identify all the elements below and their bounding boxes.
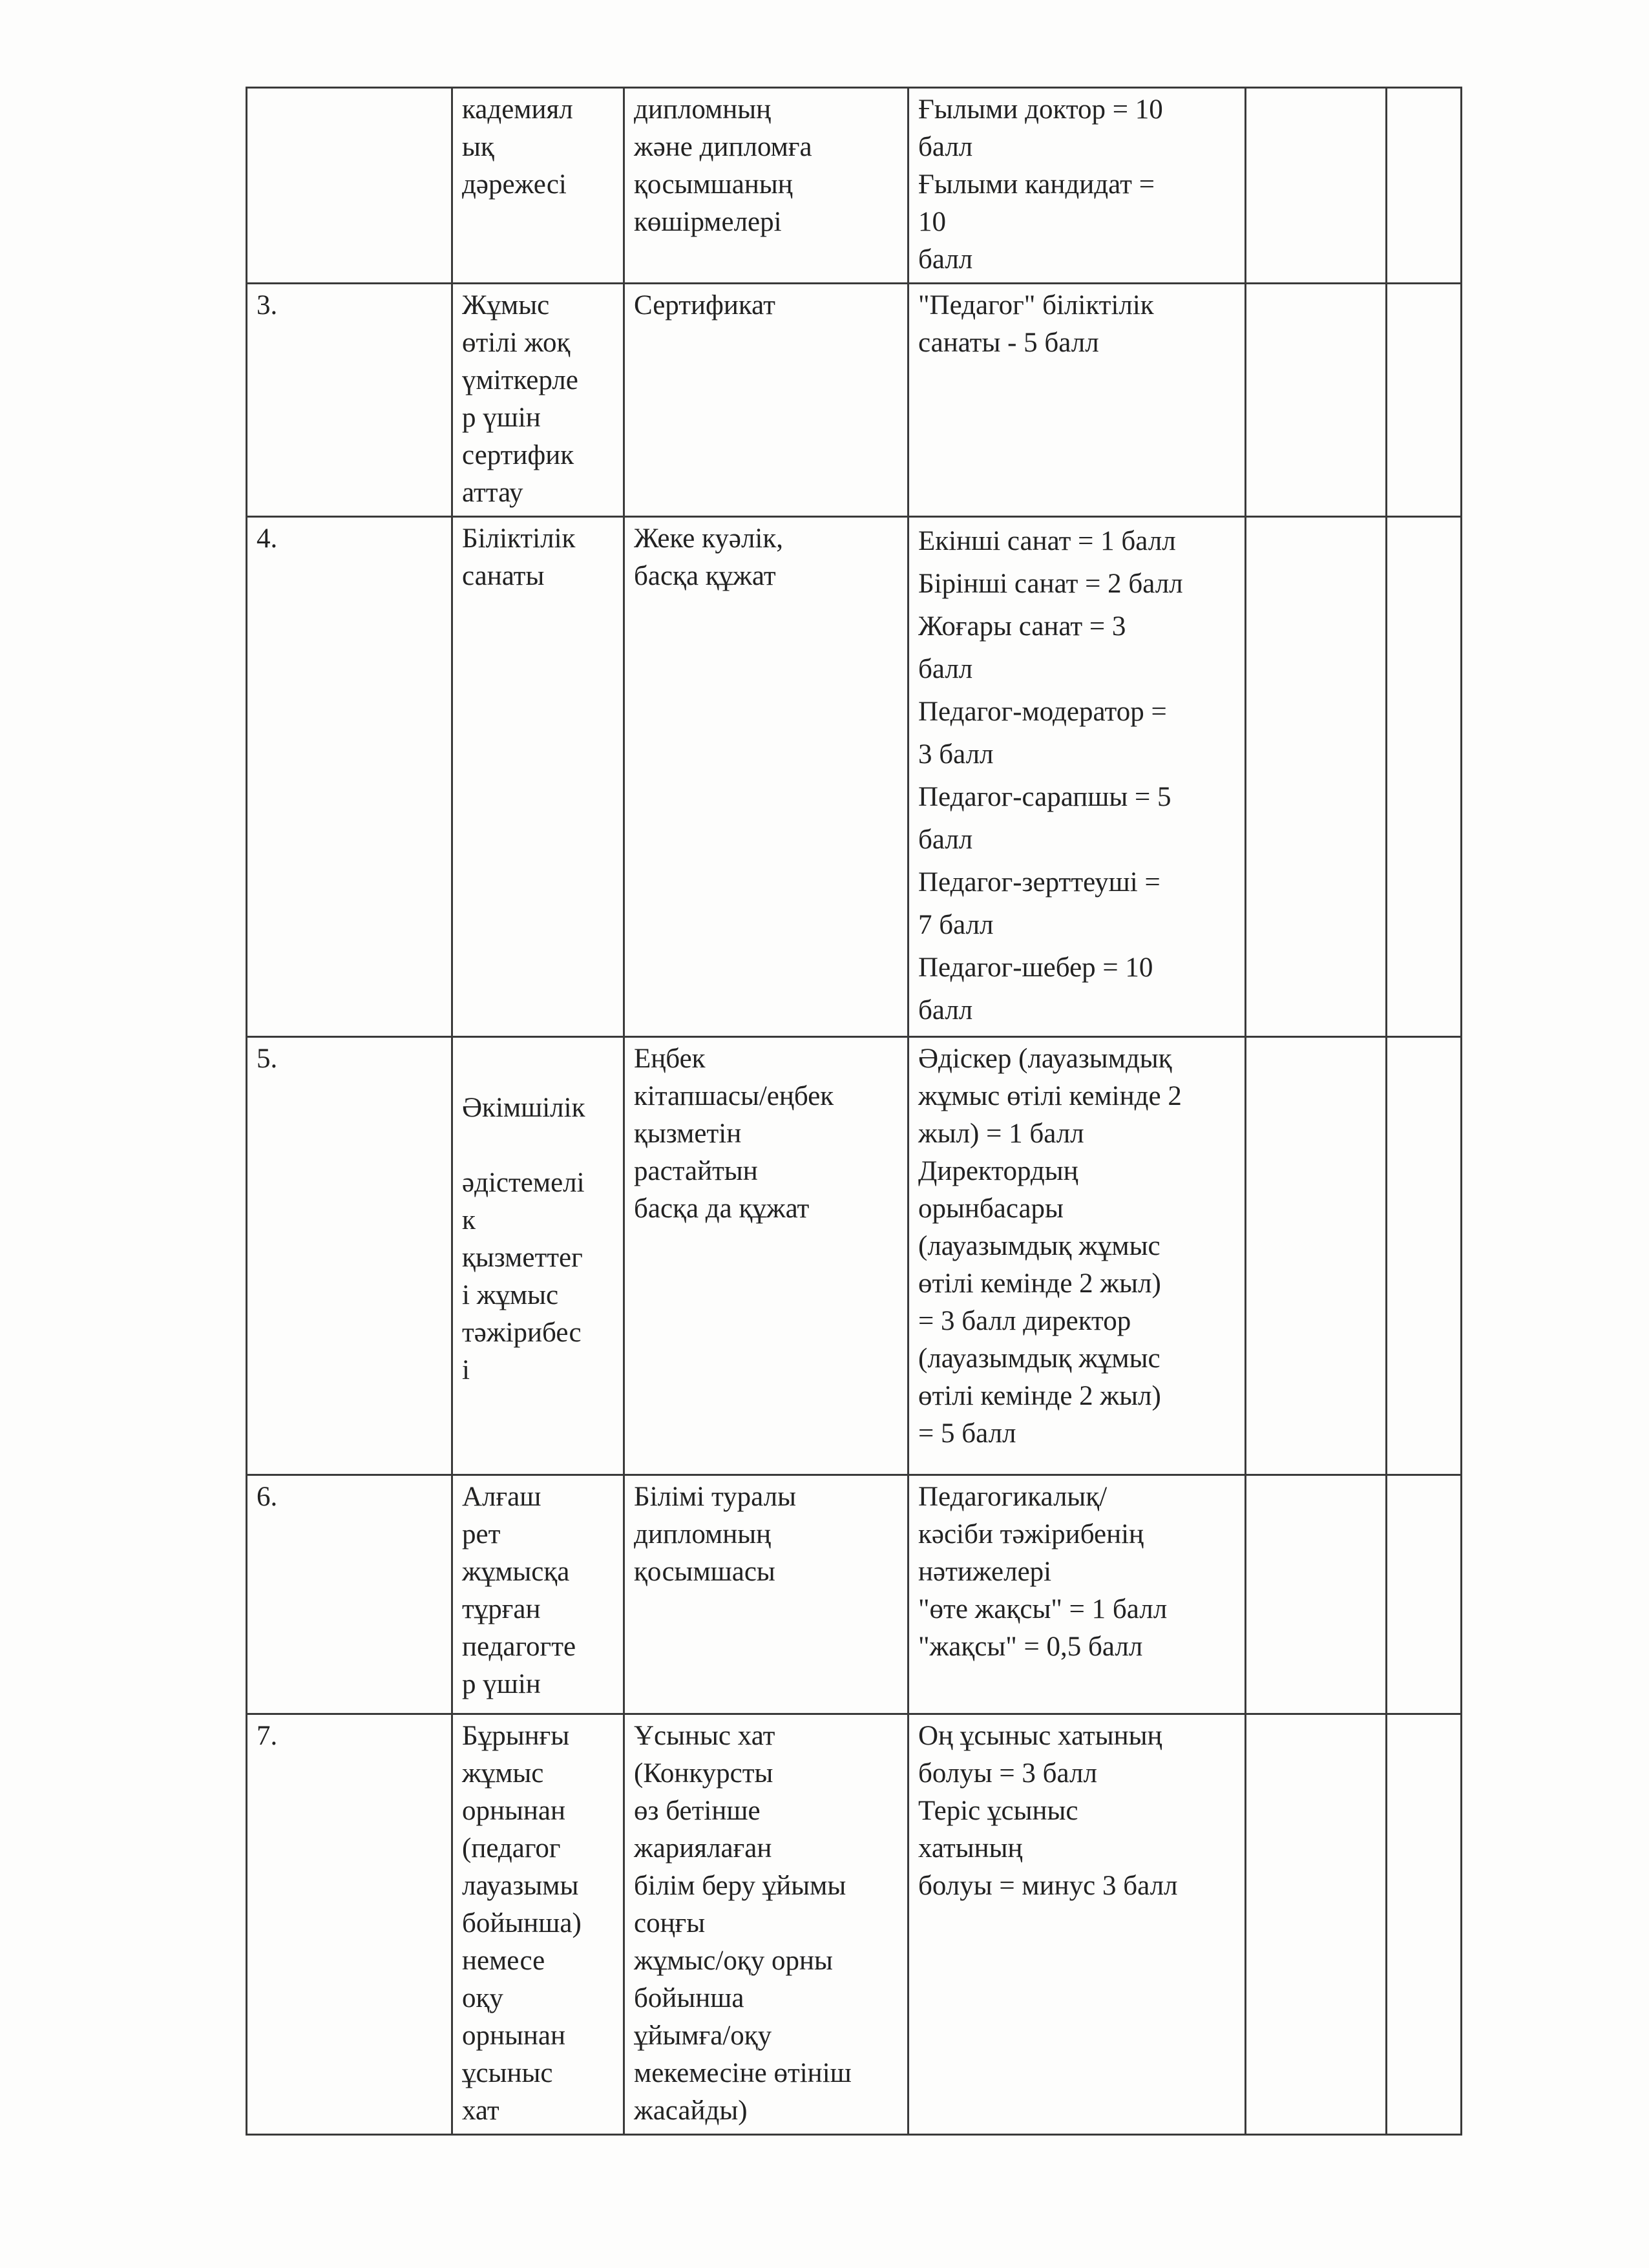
criterion-text-line: орнынан bbox=[462, 1796, 566, 1826]
row-number-cell bbox=[247, 1475, 452, 1714]
points-text-line: балл bbox=[918, 995, 973, 1025]
criterion-text-line: Жұмыс bbox=[462, 290, 550, 320]
document-cell bbox=[624, 88, 909, 284]
table-row bbox=[247, 1037, 1462, 1475]
points-text-line: өтілі кемінде 2 жыл) bbox=[918, 1268, 1161, 1299]
points-text-line: Ғылыми доктор = 10 bbox=[918, 94, 1163, 125]
document-text-line: жариялаған bbox=[634, 1833, 772, 1864]
document-text-line: Еңбек bbox=[634, 1044, 706, 1074]
empty-score-cell bbox=[1246, 517, 1387, 1037]
criterion-text-line: жұмыс bbox=[462, 1758, 544, 1789]
document-text-line: Жеке куәлік, bbox=[634, 523, 783, 554]
document-cell bbox=[624, 517, 909, 1037]
criterion-cell bbox=[452, 284, 624, 517]
points-cell bbox=[909, 517, 1246, 1037]
points-text-line: Бірінші санат = 2 балл bbox=[918, 569, 1183, 599]
document-text-line: ұйымға/оқу bbox=[634, 2021, 772, 2051]
criterion-text-line: (педагог bbox=[462, 1833, 561, 1864]
points-text-line: жұмыс өтілі кемінде 2 bbox=[918, 1081, 1182, 1111]
row-number-cell bbox=[247, 1714, 452, 2135]
empty-score-cell bbox=[1246, 284, 1387, 517]
points-text-line: 3 балл bbox=[918, 739, 994, 770]
criterion-text-line: Әкімшілік bbox=[462, 1093, 585, 1123]
points-text-line: Педагог-сарапшы = 5 bbox=[918, 782, 1171, 812]
document-text-line: кітапшасы/еңбек bbox=[634, 1081, 834, 1111]
points-text-line: Екінші санат = 1 балл bbox=[918, 526, 1176, 556]
points-text-line: Әдіскер (лауазымдық bbox=[918, 1044, 1172, 1074]
criterion-text-line: ұсыныс bbox=[462, 2058, 553, 2088]
criterion-text-line: өтілі жоқ bbox=[462, 328, 571, 358]
criterion-cell bbox=[452, 1714, 624, 2135]
row-number-cell bbox=[247, 1037, 452, 1475]
points-text-line: балл bbox=[918, 654, 973, 684]
points-text-line: орынбасары bbox=[918, 1193, 1064, 1224]
criterion-text-line: үміткерле bbox=[462, 365, 578, 395]
criterion-text-line: орнынан bbox=[462, 2021, 566, 2051]
points-text-line: өтілі кемінде 2 жыл) bbox=[918, 1381, 1161, 1411]
table-row bbox=[247, 1475, 1462, 1714]
criterion-text-line bbox=[462, 1127, 615, 1164]
points-text-line: Жоғары санат = 3 bbox=[918, 611, 1126, 642]
document-text-line: соңғы bbox=[634, 1908, 706, 1938]
criterion-text-line: бойынша) bbox=[462, 1908, 582, 1938]
criterion-text-line: кадемиял bbox=[462, 94, 573, 125]
empty-score-cell bbox=[1246, 88, 1387, 284]
empty-score-cell bbox=[1387, 88, 1462, 284]
document-text-line: білім беру ұйымы bbox=[634, 1871, 846, 1901]
points-text-line: 7 балл bbox=[918, 910, 994, 940]
empty-score-cell bbox=[1387, 1037, 1462, 1475]
criterion-text-line: Бұрынғы bbox=[462, 1721, 570, 1751]
row-number: 6. bbox=[257, 1482, 278, 1512]
criterion-text-line: і жұмыс bbox=[462, 1280, 559, 1310]
criterion-text-line: қызметтег bbox=[462, 1243, 583, 1273]
points-text-line: болуы = 3 балл bbox=[918, 1758, 1097, 1789]
criterion-text-line: лауазымы bbox=[462, 1871, 579, 1901]
empty-score-cell bbox=[1387, 1475, 1462, 1714]
empty-score-cell bbox=[1387, 517, 1462, 1037]
criterion-text-line: р үшін bbox=[462, 1669, 541, 1699]
criterion-text-line: рет bbox=[462, 1519, 501, 1549]
points-text-line: Оң ұсыныс хатының bbox=[918, 1721, 1162, 1751]
empty-score-cell bbox=[1246, 1037, 1387, 1475]
points-cell bbox=[909, 284, 1246, 517]
table-row bbox=[247, 1714, 1462, 2135]
points-cell bbox=[909, 88, 1246, 284]
criterion-text-line: к bbox=[462, 1205, 476, 1235]
points-text-line: кәсіби тәжірибенің bbox=[918, 1519, 1144, 1549]
empty-score-cell bbox=[1246, 1475, 1387, 1714]
document-text-line: жұмыс/оқу орны bbox=[634, 1946, 833, 1976]
points-text-line: Педагог-шебер = 10 bbox=[918, 952, 1153, 983]
points-text-line: (лауазымдық жұмыс bbox=[918, 1343, 1161, 1374]
document-text-line: мекемесіне өтініш bbox=[634, 2058, 852, 2088]
points-text-line: 10 bbox=[918, 207, 946, 237]
criterion-text-line: немесе bbox=[462, 1946, 545, 1976]
points-text-line: Педагог-модератор = bbox=[918, 697, 1167, 727]
criterion-cell bbox=[452, 517, 624, 1037]
document-text-line: дипломның bbox=[634, 1519, 772, 1549]
criterion-text-line: і bbox=[462, 1355, 470, 1385]
points-text-line: болуы = минус 3 балл bbox=[918, 1871, 1178, 1901]
criterion-text-line: р үшін bbox=[462, 403, 541, 433]
criterion-text-line: ық bbox=[462, 132, 494, 162]
points-text-line: балл bbox=[918, 244, 973, 275]
points-text-line: "Педагог" біліктілік bbox=[918, 290, 1154, 320]
criterion-cell bbox=[452, 1475, 624, 1714]
points-text-line: Педагог-зерттеуші = bbox=[918, 867, 1161, 898]
points-text-line: балл bbox=[918, 132, 973, 162]
document-text-line: басқа құжат bbox=[634, 561, 776, 591]
row-number: 3. bbox=[257, 290, 278, 320]
row-number: 7. bbox=[257, 1721, 278, 1751]
criterion-text-line: сертифик bbox=[462, 440, 574, 470]
criterion-cell bbox=[452, 1037, 624, 1475]
document-text-line: Ұсыныс хат bbox=[634, 1721, 775, 1751]
criterion-text-line: дәрежесі bbox=[462, 169, 567, 200]
document-cell bbox=[624, 1475, 909, 1714]
points-text-line: Директордың bbox=[918, 1156, 1078, 1186]
criterion-text-line: тәжірибес bbox=[462, 1318, 582, 1348]
document-text-line: қосымшаның bbox=[634, 169, 793, 200]
document-text-line: қызметін bbox=[634, 1118, 742, 1149]
row-number-cell bbox=[247, 517, 452, 1037]
points-text-line: санаты - 5 балл bbox=[918, 328, 1099, 358]
points-text-line: Педагогикалық/ bbox=[918, 1482, 1108, 1512]
table-row bbox=[247, 517, 1462, 1037]
criterion-text-line: хат bbox=[462, 2095, 499, 2126]
evaluation-criteria-table bbox=[246, 87, 1462, 2136]
criterion-text-line: оқу bbox=[462, 1983, 503, 2013]
document-text-line: өз бетінше bbox=[634, 1796, 761, 1826]
points-text-line: = 5 балл bbox=[918, 1418, 1016, 1449]
points-text-line: Теріс ұсыныс bbox=[918, 1796, 1078, 1826]
points-text-line: нәтижелері bbox=[918, 1557, 1052, 1587]
points-text-line: балл bbox=[918, 824, 973, 855]
document-text-line: (Конкурсты bbox=[634, 1758, 773, 1789]
criterion-text-line: санаты bbox=[462, 561, 545, 591]
document-cell bbox=[624, 1037, 909, 1475]
document-cell bbox=[624, 1714, 909, 2135]
criterion-text-line: Алғаш bbox=[462, 1482, 541, 1512]
empty-score-cell bbox=[1387, 284, 1462, 517]
document-text-line: Сертификат bbox=[634, 290, 775, 320]
points-text-line: = 3 балл директор bbox=[918, 1306, 1131, 1336]
empty-score-cell bbox=[1387, 1714, 1462, 2135]
criterion-text-line: тұрған bbox=[462, 1594, 541, 1624]
criterion-text-line: әдістемелі bbox=[462, 1168, 585, 1198]
row-number: 5. bbox=[257, 1044, 278, 1074]
document-text-line: бойынша bbox=[634, 1983, 744, 2013]
document-text-line: Білімі туралы bbox=[634, 1482, 796, 1512]
points-text-line: жыл) = 1 балл bbox=[918, 1118, 1084, 1149]
document-text-line: көшірмелері bbox=[634, 207, 782, 237]
table-row bbox=[247, 284, 1462, 517]
points-text-line: "жақсы" = 0,5 балл bbox=[918, 1632, 1143, 1662]
document-text-line: дипломның bbox=[634, 94, 772, 125]
criterion-text-line: Біліктілік bbox=[462, 523, 576, 554]
points-cell bbox=[909, 1475, 1246, 1714]
criterion-text-line: аттау bbox=[462, 478, 523, 508]
points-text-line: хатының bbox=[918, 1833, 1023, 1864]
row-number-cell bbox=[247, 88, 452, 284]
empty-score-cell bbox=[1246, 1714, 1387, 2135]
criterion-text-line: жұмысқа bbox=[462, 1557, 570, 1587]
document-text-line: және дипломға bbox=[634, 132, 812, 162]
table-row bbox=[247, 88, 1462, 284]
criterion-cell bbox=[452, 88, 624, 284]
points-text-line: Ғылыми кандидат = bbox=[918, 169, 1155, 200]
points-text-line: (лауазымдық жұмыс bbox=[918, 1231, 1161, 1261]
document-cell bbox=[624, 284, 909, 517]
document-text-line: жасайды) bbox=[634, 2095, 748, 2126]
document-text-line: қосымшасы bbox=[634, 1557, 775, 1587]
points-cell bbox=[909, 1714, 1246, 2135]
document-text-line: растайтын bbox=[634, 1156, 758, 1186]
criterion-text-line: педагогте bbox=[462, 1632, 576, 1662]
row-number-cell bbox=[247, 284, 452, 517]
row-number: 4. bbox=[257, 523, 278, 554]
points-cell bbox=[909, 1037, 1246, 1475]
document-text-line: басқа да құжат bbox=[634, 1193, 810, 1224]
points-text-line: "өте жақсы" = 1 балл bbox=[918, 1594, 1168, 1624]
